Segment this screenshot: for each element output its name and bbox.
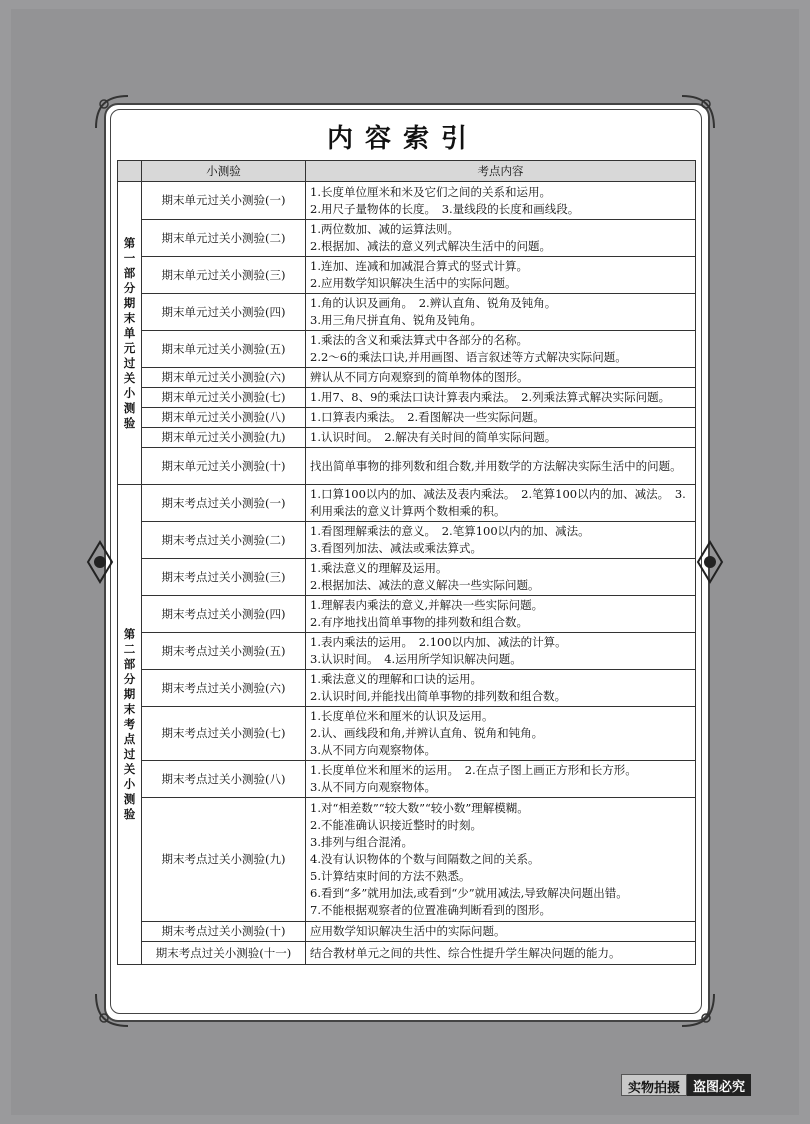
header-test: 小测验 — [142, 161, 306, 182]
test-content — [306, 331, 696, 368]
table-row — [118, 761, 696, 798]
content-line: 3.从不同方向观察物体。 — [310, 743, 436, 757]
test-content — [306, 368, 696, 388]
table-row — [118, 633, 696, 670]
content-line: 1.用7、8、9的乘法口诀计算表内乘法。 2.列乘法算式解决实际问题。 — [310, 390, 671, 404]
test-name: 期末考点过关小测验(四) — [142, 596, 306, 633]
table-row — [118, 331, 696, 368]
part-label — [118, 182, 142, 485]
page-title: 内容索引 — [326, 124, 479, 154]
test-content — [306, 408, 696, 428]
content-line: 1.口算100以内的加、减法及表内乘法。 2.笔算100以内的加、减法。 3.利用乘法的意义计算两个数相乘的积。 — [310, 487, 686, 518]
content-line: 7.不能根据观察者的位置准确判断看到的图形。 — [310, 903, 551, 917]
content-line: 2.2～6的乘法口诀,并用画图、语言叙述等方式解决实际问题。 — [310, 350, 627, 364]
content-line: 5.计算结束时间的方法不熟悉。 — [310, 869, 471, 883]
watermark-badge — [621, 1074, 751, 1096]
test-content — [306, 798, 696, 922]
test-name: 期末考点过关小测验(十一) — [142, 942, 306, 965]
test-name: 期末单元过关小测验(五) — [142, 331, 306, 368]
table-row — [118, 388, 696, 408]
test-content — [306, 922, 696, 942]
content-line: 2.根据加法、减法的意义解决一些实际问题。 — [310, 578, 540, 592]
test-name: 期末单元过关小测验(四) — [142, 294, 306, 331]
content-line: 2.不能准确认识接近整时的时刻。 — [310, 818, 482, 832]
table-row — [118, 798, 696, 922]
header-corner — [118, 161, 142, 182]
badge-left: 实物拍摄 — [621, 1074, 687, 1096]
table-row — [118, 942, 696, 965]
content-line: 4.没有认识物体的个数与间隔数之间的关系。 — [310, 852, 540, 866]
table-row — [118, 670, 696, 707]
table-row — [118, 448, 696, 485]
corner-ornament-icon — [678, 92, 718, 132]
test-content — [306, 220, 696, 257]
corner-ornament-icon — [92, 990, 132, 1030]
content-line: 辨认从不同方向观察到的简单物体的图形。 — [310, 370, 529, 384]
test-content — [306, 942, 696, 965]
content-line: 1.连加、连减和加减混合算式的竖式计算。 — [310, 259, 528, 273]
content-line: 1.乘法意义的理解和口诀的运用。 — [310, 672, 482, 686]
table-row — [118, 922, 696, 942]
test-content — [306, 596, 696, 633]
header-content: 考点内容 — [306, 161, 696, 182]
table-row — [118, 707, 696, 761]
content-line: 2.认识时间,并能找出简单事物的排列数和组合数。 — [310, 689, 567, 703]
test-content — [306, 761, 696, 798]
test-content — [306, 294, 696, 331]
test-name: 期末考点过关小测验(八) — [142, 761, 306, 798]
corner-ornament-icon — [92, 92, 132, 132]
test-name: 期末单元过关小测验(十) — [142, 448, 306, 485]
test-name: 期末考点过关小测验(六) — [142, 670, 306, 707]
test-name: 期末考点过关小测验(五) — [142, 633, 306, 670]
content-line: 3.看图列加法、减法或乘法算式。 — [310, 541, 482, 555]
table-row — [118, 522, 696, 559]
test-content — [306, 559, 696, 596]
test-name: 期末单元过关小测验(六) — [142, 368, 306, 388]
test-content — [306, 448, 696, 485]
side-ornament-icon — [84, 540, 116, 584]
test-name: 期末单元过关小测验(九) — [142, 428, 306, 448]
content-line: 2.应用数学知识解决生活中的实际问题。 — [310, 276, 517, 290]
content-line: 2.用尺子量物体的长度。 3.量线段的长度和画线段。 — [310, 201, 580, 216]
test-content — [306, 485, 696, 522]
content-line: 2.根据加、减法的意义列式解决生活中的问题。 — [310, 239, 551, 253]
test-name: 期末考点过关小测验(十) — [142, 922, 306, 942]
content-line: 结合教材单元之间的共性、综合性提升学生解决问题的能力。 — [310, 945, 621, 960]
test-name: 期末单元过关小测验(三) — [142, 257, 306, 294]
test-content — [306, 428, 696, 448]
content-line: 应用数学知识解决生活中的实际问题。 — [310, 924, 506, 938]
content-line: 1.对“相差数”“较大数”“较小数”理解模糊。 — [310, 801, 529, 815]
part-label — [118, 485, 142, 965]
index-table — [117, 160, 696, 965]
content-line: 6.看到“多”就用加法,或看到“少”就用减法,导致解决问题出错。 — [310, 886, 628, 900]
test-name: 期末单元过关小测验(七) — [142, 388, 306, 408]
content-line: 找出简单事物的排列数和组合数,并用数学的方法解决实际生活中的问题。 — [310, 458, 682, 473]
part-label-text: 第二部分 期末考点过关小测验 — [123, 627, 136, 821]
test-content — [306, 670, 696, 707]
table-row — [118, 257, 696, 294]
table-row — [118, 559, 696, 596]
table-row — [118, 408, 696, 428]
content-line: 1.乘法意义的理解及运用。 — [310, 561, 448, 575]
badge-right: 盗图必究 — [687, 1074, 751, 1096]
test-name: 期末单元过关小测验(八) — [142, 408, 306, 428]
content-line: 3.从不同方向观察物体。 — [310, 780, 436, 794]
content-line: 2.认、画线段和角,并辨认直角、锐角和钝角。 — [310, 726, 544, 740]
test-name: 期末考点过关小测验(七) — [142, 707, 306, 761]
content-line: 1.长度单位米和厘米的运用。 2.在点子图上画正方形和长方形。 — [310, 763, 637, 777]
test-content — [306, 388, 696, 408]
table-row — [118, 596, 696, 633]
content-line: 1.看图理解乘法的意义。 2.笔算100以内的加、减法。 — [310, 524, 590, 538]
part-label-text: 第一部分 期末单元过关小测验 — [123, 235, 136, 430]
table-header-row — [118, 161, 696, 182]
content-line: 1.乘法的含义和乘法算式中各部分的名称。 — [310, 333, 528, 347]
content-line: 1.两位数加、减的运算法则。 — [310, 222, 459, 236]
table-row — [118, 428, 696, 448]
content-line: 1.长度单位厘米和米及它们之间的关系和运用。 — [310, 184, 551, 199]
test-name: 期末单元过关小测验(二) — [142, 220, 306, 257]
content-line: 1.角的认识及画角。 2.辨认直角、锐角及钝角。 — [310, 296, 557, 310]
table-row — [118, 182, 696, 220]
content-line: 3.认识时间。 4.运用所学知识解决问题。 — [310, 652, 522, 666]
test-name: 期末单元过关小测验(一) — [142, 182, 306, 220]
content-line: 2.有序地找出简单事物的排列数和组合数。 — [310, 615, 528, 629]
content-line: 3.用三角尺拼直角、锐角及钝角。 — [310, 313, 482, 327]
table-row — [118, 368, 696, 388]
test-content — [306, 182, 696, 220]
content-line: 1.表内乘法的运用。 2.100以内加、减法的计算。 — [310, 635, 567, 649]
test-content — [306, 257, 696, 294]
test-name: 期末考点过关小测验(九) — [142, 798, 306, 922]
content-line: 1.认识时间。 2.解决有关时间的简单实际问题。 — [310, 430, 557, 444]
test-name: 期末考点过关小测验(一) — [142, 485, 306, 522]
table-row — [118, 294, 696, 331]
content-line: 1.口算表内乘法。 2.看图解决一些实际问题。 — [310, 410, 545, 424]
content-line: 3.排列与组合混淆。 — [310, 835, 413, 849]
side-ornament-icon — [694, 540, 726, 584]
corner-ornament-icon — [678, 990, 718, 1030]
table-row — [118, 220, 696, 257]
table-row — [118, 485, 696, 522]
test-content — [306, 633, 696, 670]
test-content — [306, 522, 696, 559]
content-line: 1.长度单位米和厘米的认识及运用。 — [310, 709, 494, 723]
content-line: 1.理解表内乘法的意义,并解决一些实际问题。 — [310, 598, 544, 612]
test-content — [306, 707, 696, 761]
test-name: 期末考点过关小测验(三) — [142, 559, 306, 596]
test-name: 期末考点过关小测验(二) — [142, 522, 306, 559]
